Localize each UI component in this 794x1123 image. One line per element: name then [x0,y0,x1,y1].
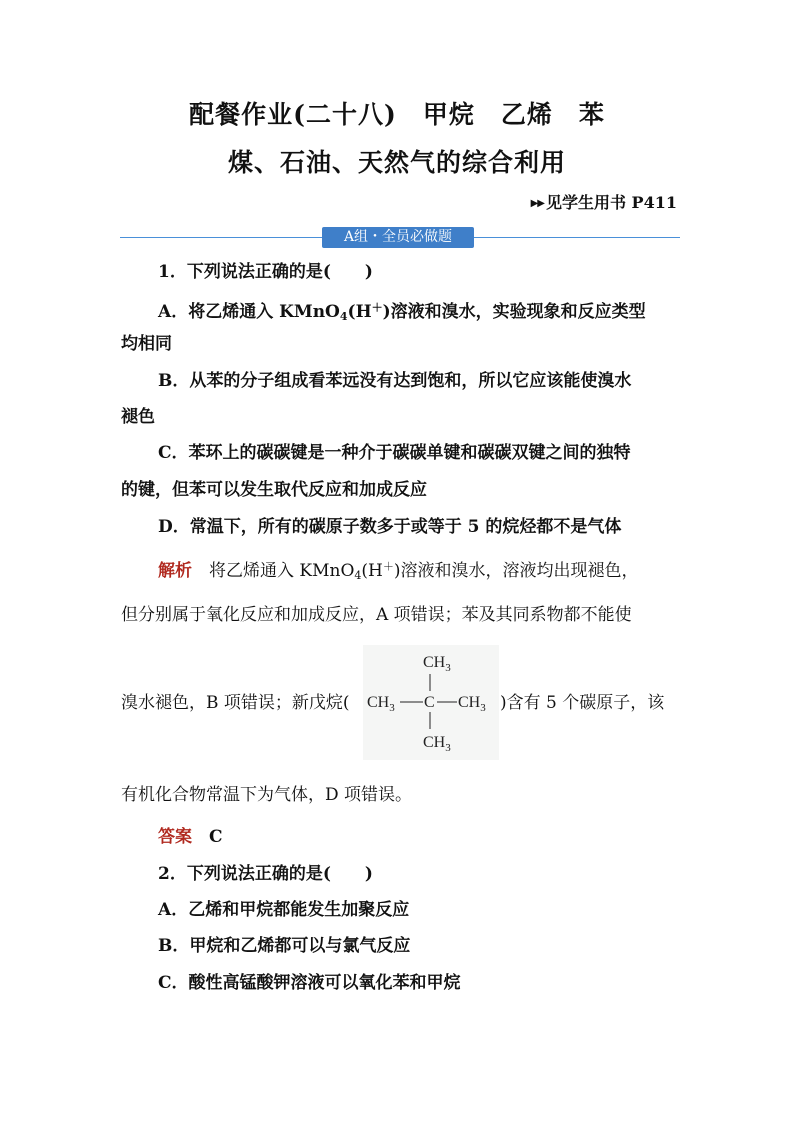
q1-stem: 1．下列说法正确的是( ) [158,262,373,282]
q1-option-b-cont: 褪色 [121,407,155,427]
structure-left-group: $CH_3$ [367,694,395,714]
answer-value: C [209,827,223,847]
q1-option-b: B．从苯的分子组成看苯远没有达到饱和，所以它应该能使溴水 [158,371,632,391]
q1-analysis-line3-pre: 溴水褪色，B 项错误；新戊烷( [121,693,350,713]
q2-stem: 2．下列说法正确的是( ) [158,864,373,884]
structure-center-atom: C [424,694,435,711]
structural-formula-diagram [363,645,499,760]
q1-analysis-line4: 有机化合物常温下为气体，D 项错误。 [121,785,413,805]
q1-option-d: D．常温下，所有的碳原子数多于或等于 5 的烷烃都不是气体 [158,517,622,537]
q1-analysis-line1: 解析 将乙烯通入 KMnO$_4$(H＋)溶液和溴水，溶液均出现褪色， [158,560,639,582]
analysis-label: 解析 [158,561,192,581]
q1-analysis-line3-post: )含有 5 个碳原子，该 [500,693,665,713]
section-banner: A组・全员必做题 [322,227,474,248]
q2-option-c: C．酸性高锰酸钾溶液可以氧化苯和甲烷 [158,973,461,993]
double-triangle-icon: ▶▶ [530,198,544,209]
structure-bottom-group: $CH_3$ [423,734,451,754]
q1-option-a-cont: 均相同 [121,334,172,354]
q1-answer [158,826,223,848]
q2-option-b: B．甲烷和乙烯都可以与氯气反应 [158,936,411,956]
answer-label: 答案 [158,827,192,847]
structure-right-group: $CH_3$ [458,694,486,714]
q1-option-a: A．将乙烯通入 KMnO$_4$(H＋)溶液和溴水，实验现象和反应类型 [158,301,646,323]
structure-top-group: $CH_3$ [423,654,451,674]
q1-analysis-line2: 但分别属于氧化反应和加成反应，A 项错误；苯及其同系物都不能使 [121,605,632,625]
book-reference [531,190,677,213]
neopentane-structure [363,645,499,760]
q1-option-c: C．苯环上的碳碳键是一种介于碳碳单键和碳碳双键之间的独特 [158,443,631,463]
page-title-line2: 煤、石油、天然气的综合利用 [227,148,566,177]
page-title-line1: 配餐作业(二十八) 甲烷 乙烯 苯 [189,100,605,129]
book-reference-text: 见学生用书 P411 [545,193,677,212]
q1-option-c-cont: 的键，但苯可以发生取代反应和加成反应 [121,480,427,500]
q2-option-a: A．乙烯和甲烷都能发生加聚反应 [158,900,410,920]
